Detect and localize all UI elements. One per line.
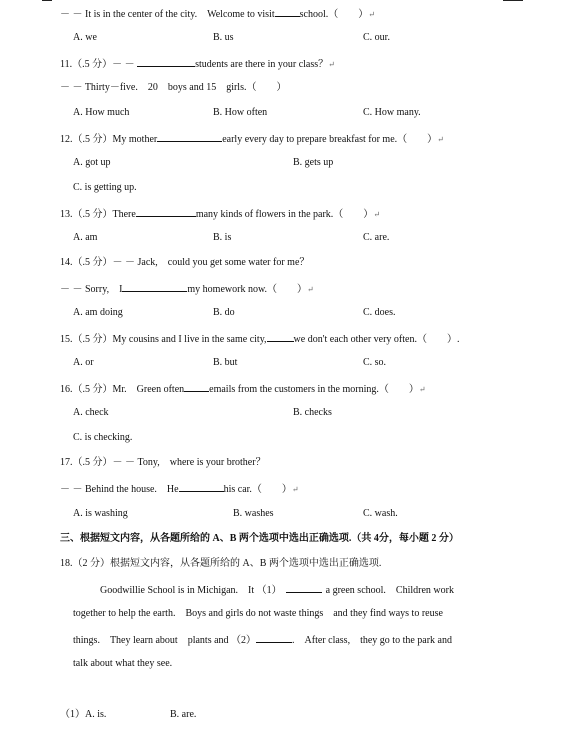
option-a[interactable]: A. is washing bbox=[73, 508, 128, 519]
option-a[interactable]: （1）A. is. bbox=[60, 709, 107, 720]
answer-blank-1[interactable] bbox=[286, 582, 322, 593]
option-a[interactable]: A. am bbox=[73, 232, 98, 243]
question-18-stem: 18.（2 分）根据短文内容，从各题所给的 A、B 两个选项中选出正确选项. bbox=[60, 558, 382, 569]
top-rule-left bbox=[42, 0, 52, 1]
passage-line-4: talk about what they see. bbox=[73, 658, 173, 669]
answer-blank[interactable] bbox=[179, 481, 224, 492]
question-12-stem: 12.（.5 分）My mother early every day to prepare breakfast for me.（ ）↵ bbox=[60, 131, 444, 147]
answer-blank[interactable] bbox=[157, 131, 222, 142]
option-b[interactable]: B. gets up bbox=[293, 157, 334, 168]
section-3-heading: 三、根据短文内容，从各题所给的 A、B 两个选项中选出正确选项.（共 4分，每小题 2 分） bbox=[60, 533, 459, 544]
question-17-dialogue: － － Behind the house. He his car.（ ）↵ bbox=[60, 481, 299, 497]
question-16-stem: 16.（.5 分）Mr. Green often emails from the customers in the morning.（ ）↵ bbox=[60, 381, 426, 397]
top-rule-right bbox=[503, 0, 523, 1]
question-14-stem: 14.（.5 分）－ － Jack, could you get some water for me？ bbox=[60, 257, 310, 268]
option-b[interactable]: B. but bbox=[213, 357, 238, 368]
question-16-option-c[interactable]: C. is checking. bbox=[73, 432, 133, 443]
question-10-stem: － － It is in the center of the city. Welcome to visit school.（ ）↵ bbox=[60, 6, 375, 22]
option-a[interactable]: A. we bbox=[73, 32, 97, 43]
option-a[interactable]: A. check bbox=[73, 407, 109, 418]
option-c[interactable]: C. are. bbox=[363, 232, 390, 243]
option-b[interactable]: B. How often bbox=[213, 107, 268, 118]
option-a[interactable]: A. am doing bbox=[73, 307, 123, 318]
answer-blank[interactable] bbox=[136, 206, 196, 217]
passage-line-1: Goodwillie School is in Michigan. It （1） a green school. Children work bbox=[100, 582, 454, 598]
question-12-option-c[interactable]: C. is getting up. bbox=[73, 182, 137, 193]
option-b[interactable]: B. checks bbox=[293, 407, 332, 418]
option-a[interactable]: A. How much bbox=[73, 107, 130, 118]
question-17-stem: 17.（.5 分）－ － Tony, where is your brother？ bbox=[60, 457, 266, 468]
option-a[interactable]: A. or bbox=[73, 357, 94, 368]
option-c[interactable]: C. our. bbox=[363, 32, 390, 43]
passage-line-2: together to help the earth. Boys and girls do not waste things and they find ways to reuse bbox=[73, 608, 443, 619]
answer-blank-2[interactable] bbox=[256, 632, 292, 643]
question-11-stem: 11.（.5 分）－ － students are there in your class？↵ bbox=[60, 56, 335, 72]
option-c[interactable]: C. How many. bbox=[363, 107, 421, 118]
question-14-dialogue: － － Sorry, I my homework now.（ ）↵ bbox=[60, 281, 314, 297]
option-b[interactable]: B. do bbox=[213, 307, 235, 318]
answer-blank[interactable] bbox=[267, 331, 294, 342]
option-a[interactable]: A. got up bbox=[73, 157, 111, 168]
question-15-stem: 15.（.5 分）My cousins and I live in the same city, we don't each other very often.（ ）. bbox=[60, 331, 459, 347]
option-b[interactable]: B. us bbox=[213, 32, 234, 43]
question-11-dialogue: － － Thirty－five. 20 boys and 15 girls.（ ） bbox=[60, 82, 287, 93]
option-c[interactable]: C. wash. bbox=[363, 508, 398, 519]
option-b[interactable]: B. are. bbox=[170, 709, 197, 720]
question-13-stem: 13.（.5 分）There many kinds of flowers in the park.（ ）↵ bbox=[60, 206, 380, 222]
passage-line-3: things. They learn about plants and （2） . After class, they go to the park and bbox=[73, 632, 452, 648]
answer-blank[interactable] bbox=[275, 6, 300, 17]
option-b[interactable]: B. washes bbox=[233, 508, 274, 519]
answer-blank[interactable] bbox=[122, 281, 187, 292]
option-b[interactable]: B. is bbox=[213, 232, 232, 243]
option-c[interactable]: C. so. bbox=[363, 357, 387, 368]
answer-blank[interactable] bbox=[137, 56, 195, 67]
answer-blank[interactable] bbox=[184, 381, 209, 392]
option-c[interactable]: C. does. bbox=[363, 307, 396, 318]
